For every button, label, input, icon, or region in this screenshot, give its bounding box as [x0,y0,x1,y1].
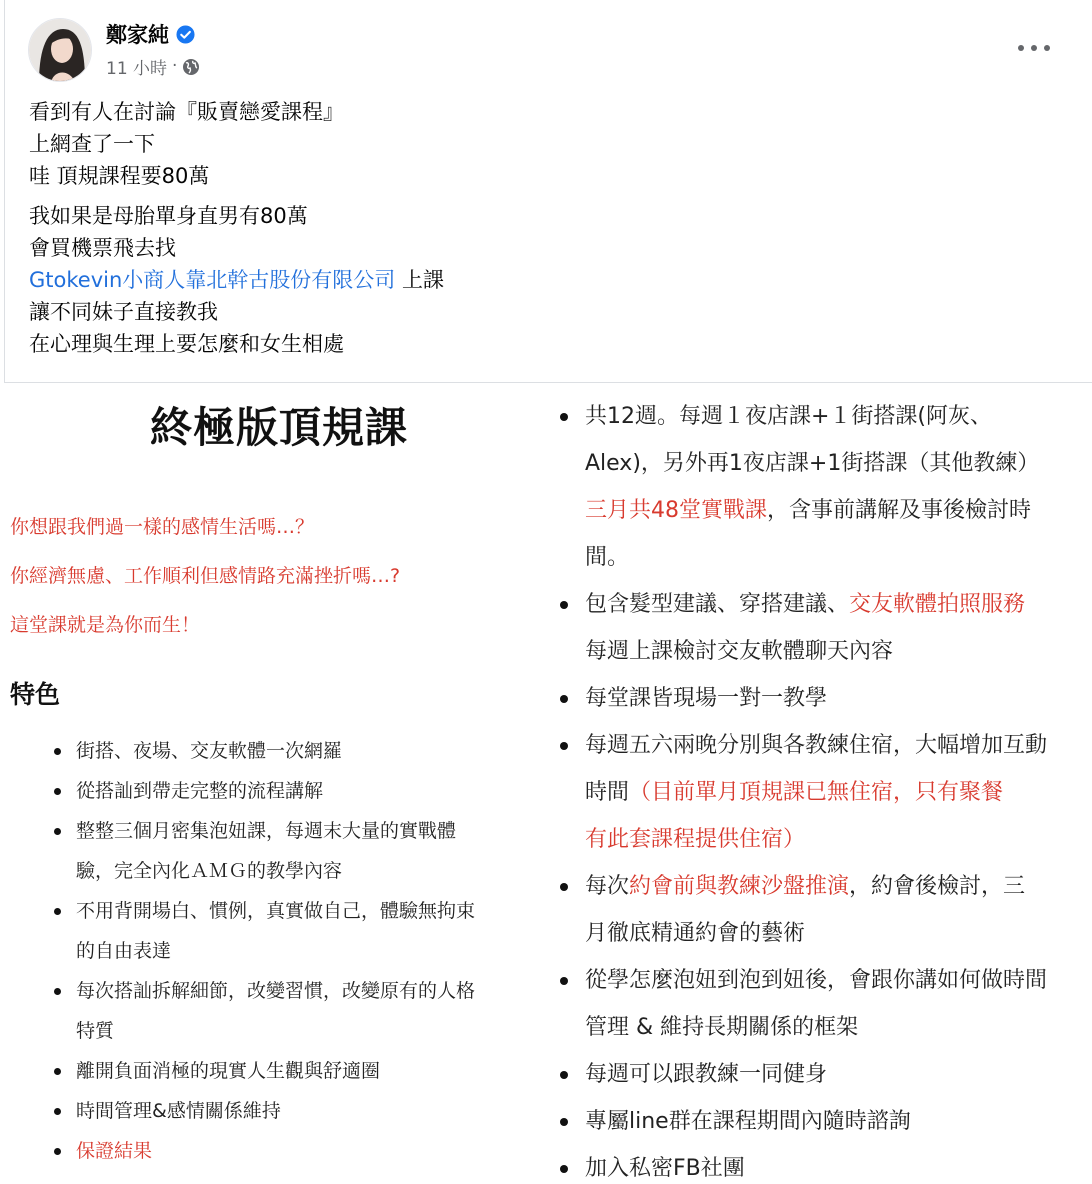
detail-item [560,863,1092,957]
more-options-icon[interactable] [1018,36,1050,60]
author-name[interactable]: 鄭家純 [106,23,169,47]
detail-item [560,957,1092,1051]
avatar-photo [29,19,92,82]
detail-text: 每次 [585,874,630,899]
post-subline [106,50,200,82]
detail-highlight: 交友軟體拍照服務 [849,592,1026,617]
detail-item: 加入私密FB社團 [560,1145,1092,1184]
post-header [28,18,200,82]
detail-line: 有此套課程提供住宿） [585,827,806,852]
post-paragraph [29,200,444,360]
promo-line: 這堂課就是為你而生！ [10,614,201,636]
post-line-text: 上課 [395,268,444,292]
feature-line: 特質 [76,1020,115,1042]
feature-item: 時間管理&感情關係維持 [60,1091,550,1131]
feature-item [60,891,550,971]
detail-line [585,581,1092,628]
detail-line: 從學怎麼泡妞到泡到妞後，會跟你講如何做時間 [585,968,1048,993]
features-heading: 特色 [10,680,61,709]
feature-line: 整整三個月密集泡妞課，每週末大量的實戰體 [76,820,457,842]
detail-line: 月徹底精通約會的藝術 [585,921,806,946]
feature-item: 離開負面消極的現實人生觀與舒適圈 [60,1051,550,1091]
more-dot [1018,45,1024,51]
detail-line: 共12週。每週１夜店課+１街搭課(阿灰、 [585,404,993,429]
feature-item [60,971,550,1051]
post-timestamp[interactable]: 11 小時 [106,58,168,79]
detail-text: ，約會後檢討，三 [849,874,1026,899]
post-body [29,96,444,360]
author-row [106,18,200,50]
detail-text: 時間 [585,780,630,805]
post-line: 哇 頂規課程要80萬 [29,164,210,188]
post-image[interactable] [4,383,1092,1184]
detail-item: 每堂課皆現場一對一教學 [560,675,1092,722]
post-line: 在心理與生理上要怎麼和女生相處 [29,332,344,356]
detail-text: 包含髮型建議、穿搭建議、 [585,592,850,617]
detail-item [560,393,1092,581]
features-list [60,731,550,1171]
detail-line [585,487,1092,534]
detail-line: 間。 [585,545,630,570]
detail-highlight: （目前單月頂規課已無住宿，只有聚餐 [629,780,1004,805]
post-line: 讓不同妹子直接教我 [29,300,218,324]
more-dot [1031,45,1037,51]
meta-separator: · [172,56,178,76]
course-details-list [560,393,1092,1184]
feature-item [60,811,550,891]
detail-line: 每週五六兩晚分別與各教練住宿，大幅增加互動 [585,733,1048,758]
detail-item [560,722,1092,863]
feature-line: 的自由表達 [76,940,172,962]
verified-badge-icon [176,25,195,44]
page-mention-link[interactable]: Gtokevin小商人靠北幹古股份有限公司 [29,268,396,292]
more-dot [1044,45,1050,51]
feature-item: 從搭訕到帶走完整的流程講解 [60,771,550,811]
feature-line: 不用背開場白、慣例，真實做自己，體驗無拘束 [76,900,476,922]
post-line: 我如果是母胎單身直男有80萬 [29,204,308,228]
feature-item: 街搭、夜場、交友軟體一次網羅 [60,731,550,771]
detail-highlight: 約會前與教練沙盤推演 [629,874,850,899]
detail-item [560,581,1092,675]
detail-line: 每週上課檢討交友軟體聊天內容 [585,639,894,664]
feature-line: 驗，完全內化ＡＭＧ的教學內容 [76,860,343,882]
course-title: 終極版頂規課 [149,403,408,452]
post-paragraph [29,96,444,192]
detail-item: 專屬line群在課程期間內隨時諮詢 [560,1098,1092,1145]
detail-line: Alex)，另外再1夜店課+1街搭課（其他教練） [585,451,1040,476]
post-line: 看到有人在討論『販賣戀愛課程』 [29,100,344,124]
post-line [29,264,444,296]
avatar[interactable] [28,18,92,82]
globe-icon[interactable] [182,58,200,76]
promo-line: 你想跟我們過一樣的感情生活嗎…？ [10,516,315,538]
detail-line [585,863,1092,910]
feature-item: 保證結果 [60,1131,550,1171]
feature-line: 每次搭訕拆解細節，改變習慣，改變原有的人格 [76,980,476,1002]
detail-line: 管理 & 維持長期關係的框架 [585,1015,859,1040]
detail-highlight: 三月共48堂實戰課 [585,498,767,523]
detail-text: ，含事前講解及事後檢討時 [767,498,1032,523]
post-line: 上網查了一下 [29,132,155,156]
post-line: 會買機票飛去找 [29,236,176,260]
post-meta [106,18,200,82]
detail-line [585,769,1092,816]
promo-line: 你經濟無慮、工作順利但感情路充滿挫折嗎…? [10,565,401,587]
detail-item: 每週可以跟教練一同健身 [560,1051,1092,1098]
